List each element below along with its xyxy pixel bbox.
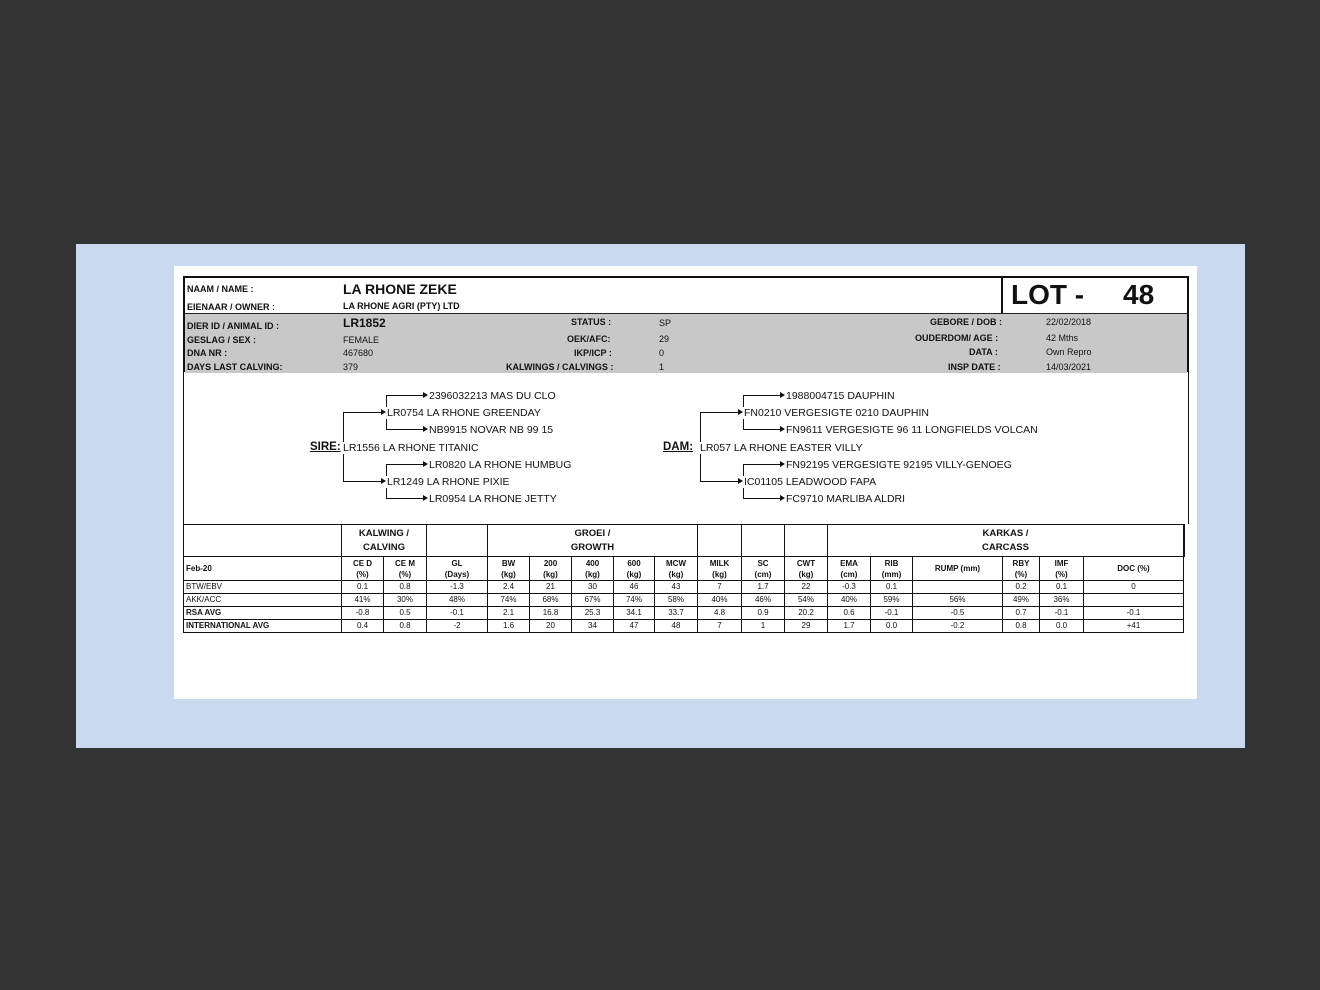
table-cell: 0.1 <box>342 581 384 594</box>
arrow-right-icon <box>738 409 743 415</box>
table-cell <box>1084 594 1184 607</box>
table-cell: +41 <box>1084 620 1184 633</box>
group-header-line: CALVING <box>362 541 406 553</box>
connector-line <box>743 395 780 396</box>
group-header-line: KALWING / <box>358 527 410 539</box>
column-header <box>655 557 698 581</box>
column-header <box>1084 557 1184 581</box>
dam-sire-name: FN0210 VERGESIGTE 0210 DAUPHIN <box>744 407 929 419</box>
arrow-right-icon <box>423 461 428 467</box>
column-header <box>488 557 530 581</box>
table-cell: 34.1 <box>614 607 655 620</box>
arrow-right-icon <box>780 495 785 501</box>
table-cell: 0.6 <box>828 607 871 620</box>
connector-line <box>343 454 344 481</box>
connector-line <box>343 412 381 413</box>
column-header-line: IMF <box>1054 558 1069 568</box>
column-header-line: SC <box>757 558 769 568</box>
table-cell: 0.8 <box>384 620 427 633</box>
table-cell: 1.6 <box>488 620 530 633</box>
column-header <box>871 557 913 581</box>
arrow-right-icon <box>423 392 428 398</box>
column-header <box>530 557 572 581</box>
table-column-header-row <box>184 557 1185 581</box>
row-label: AKK/ACC <box>184 594 342 607</box>
table-cell: 20 <box>530 620 572 633</box>
column-header-line: (kg) <box>501 569 516 579</box>
lot-number: 48 <box>1123 279 1155 310</box>
column-header-line: RIB <box>884 558 899 568</box>
column-header-line: RBY <box>1012 558 1030 568</box>
table-cell <box>913 581 1003 594</box>
column-header-line: RUMP (mm) <box>934 564 981 573</box>
table-cell: 33.7 <box>655 607 698 620</box>
column-header-line: EMA <box>840 558 858 568</box>
table-cell: 0.0 <box>1040 620 1084 633</box>
group-header-line: GROWTH <box>570 541 615 553</box>
column-header-line: (kg) <box>798 569 814 579</box>
dna-label: DNA NR : <box>187 348 228 358</box>
table-cell: 48 <box>655 620 698 633</box>
table-cell: -0.3 <box>828 581 871 594</box>
connector-line <box>386 395 423 396</box>
column-header <box>913 557 1003 581</box>
table-cell: 1 <box>742 620 785 633</box>
connector-line <box>700 412 738 413</box>
column-header-line: (kg) <box>543 569 558 579</box>
dam-sire-dam-name: FN9611 VERGESIGTE 96 11 LONGFIELDS VOLCAN <box>786 424 1038 436</box>
column-header-line: DOC (%) <box>1117 564 1150 573</box>
column-header-line: MCW <box>666 558 686 568</box>
column-header-line: CE M <box>395 558 415 568</box>
column-header-line: (kg) <box>668 569 684 579</box>
table-cell: 74% <box>614 594 655 607</box>
table-cell: 49% <box>1003 594 1040 607</box>
table-cell: 74% <box>488 594 530 607</box>
table-date-label: Feb-20 <box>184 557 342 581</box>
arrow-right-icon <box>381 409 386 415</box>
table-row <box>184 620 1185 633</box>
connector-line <box>743 498 780 499</box>
table-cell: 0.2 <box>1003 581 1040 594</box>
table-cell: 1.7 <box>828 620 871 633</box>
group-header-line: CARCASS <box>982 541 1029 553</box>
table-cell: -0.5 <box>913 607 1003 620</box>
table-cell: -1.3 <box>427 581 488 594</box>
owner-label: EIENAAR / OWNER : <box>187 302 276 312</box>
column-header <box>828 557 871 581</box>
calvings-label: KALWINGS / CALVINGS : <box>506 362 614 372</box>
table-row <box>184 581 1185 594</box>
days-last-calving-label: DAYS LAST CALVING: <box>187 362 283 372</box>
column-header <box>742 557 785 581</box>
dam-dam-dam-name: FC9710 MARLIBA ALDRI <box>786 493 906 505</box>
table-cell: 25.3 <box>572 607 614 620</box>
table-cell: 30% <box>384 594 427 607</box>
row-label: BTW/EBV <box>184 581 342 594</box>
afc-value: 29 <box>659 334 670 344</box>
age-value: 42 Mths <box>1046 333 1079 343</box>
sire-sire-dam-name: NB9915 NOVAR NB 99 15 <box>429 424 554 436</box>
carcass-group-header <box>828 525 1184 557</box>
table-cell: 0.1 <box>1040 581 1084 594</box>
animal-details-band <box>185 313 1187 373</box>
column-header-line: 400 <box>585 558 600 568</box>
owner-value: LA RHONE AGRI (PTY) LTD <box>343 301 460 311</box>
connector-line <box>343 412 344 442</box>
column-header <box>384 557 427 581</box>
table-row <box>184 607 1185 620</box>
row-label: INTERNATIONAL AVG <box>184 620 342 633</box>
dam-sire-sire-name: 1988004715 DAUPHIN <box>786 390 895 402</box>
column-header-line: CWT <box>796 558 816 568</box>
connector-line <box>386 395 387 407</box>
table-cell: 58% <box>655 594 698 607</box>
dam-dam-name: IC01105 LEADWOOD FAPA <box>744 476 877 488</box>
table-cell: 59% <box>871 594 913 607</box>
column-header-line: (kg) <box>712 569 727 579</box>
insp-date-label: INSP DATE : <box>948 362 1001 372</box>
table-cell: 43 <box>655 581 698 594</box>
table-group-header-row <box>184 525 1185 557</box>
table-cell: 67% <box>572 594 614 607</box>
connector-line <box>743 464 744 476</box>
connector-line <box>386 498 423 499</box>
table-cell: 47 <box>614 620 655 633</box>
table-cell: 16.8 <box>530 607 572 620</box>
arrow-right-icon <box>423 495 428 501</box>
table-cell: 40% <box>828 594 871 607</box>
data-label: DATA : <box>969 347 998 357</box>
connector-line <box>386 464 387 476</box>
table-cell: -0.2 <box>913 620 1003 633</box>
insp-date-value: 14/03/2021 <box>1046 362 1092 372</box>
table-cell: 7 <box>698 620 742 633</box>
connector-line <box>743 429 780 430</box>
ebv-table <box>183 524 1185 633</box>
table-cell: 2.4 <box>488 581 530 594</box>
column-header-line: (kg) <box>585 569 600 579</box>
table-cell: -0.1 <box>1084 607 1184 620</box>
column-header-line: (%) <box>1014 569 1028 579</box>
age-label: OUDERDOM/ AGE : <box>915 333 999 343</box>
table-cell: 0.7 <box>1003 607 1040 620</box>
status-label: STATUS : <box>571 317 612 327</box>
column-header <box>572 557 614 581</box>
column-header-line: (cm) <box>840 569 858 579</box>
column-header-line: 600 <box>627 558 641 568</box>
table-cell <box>427 525 488 557</box>
name-label: NAAM / NAME : <box>187 284 254 294</box>
column-header-line: (%) <box>1055 569 1068 579</box>
dob-value: 22/02/2018 <box>1046 317 1092 327</box>
group-header-line: KARKAS / <box>982 527 1029 539</box>
sire-dam-sire-name: LR0820 LA RHONE HUMBUG <box>429 459 572 471</box>
column-header <box>1040 557 1084 581</box>
table-cell: 0.4 <box>342 620 384 633</box>
connector-line <box>386 464 423 465</box>
table-cell: 40% <box>698 594 742 607</box>
column-header-line: 200 <box>543 558 558 568</box>
table-cell <box>698 525 742 557</box>
sex-value: FEMALE <box>343 335 380 345</box>
table-cell: 46 <box>614 581 655 594</box>
table-cell: 54% <box>785 594 828 607</box>
table-cell: 29 <box>785 620 828 633</box>
table-cell: 68% <box>530 594 572 607</box>
connector-line <box>700 454 701 481</box>
animal-name: LA RHONE ZEKE <box>343 281 457 297</box>
table-cell: 0 <box>1084 581 1184 594</box>
sire-dam-name: LR1249 LA RHONE PIXIE <box>387 476 510 488</box>
sire-sire-name: LR0754 LA RHONE GREENDAY <box>387 407 541 419</box>
calvings-value: 1 <box>659 362 665 372</box>
status-value: SP <box>659 318 672 328</box>
table-cell: 0.0 <box>871 620 913 633</box>
afc-label: OEK/AFC: <box>567 334 611 344</box>
sire-sire-sire-name: 2396032213 MAS DU CLO <box>429 390 556 402</box>
table-cell: 0.5 <box>384 607 427 620</box>
column-header-line: (%) <box>398 569 412 579</box>
growth-group-header <box>488 525 698 557</box>
table-cell: 30 <box>572 581 614 594</box>
connector-line <box>343 481 381 482</box>
table-cell: 20.2 <box>785 607 828 620</box>
table-cell: 1.7 <box>742 581 785 594</box>
table-cell: 34 <box>572 620 614 633</box>
sire-label: SIRE: <box>310 441 341 453</box>
column-header <box>614 557 655 581</box>
arrow-right-icon <box>423 426 428 432</box>
table-cell: 4.8 <box>698 607 742 620</box>
table-cell: 48% <box>427 594 488 607</box>
column-header <box>1003 557 1040 581</box>
column-header-line: (%) <box>356 569 369 579</box>
sire-dam-dam-name: LR0954 LA RHONE JETTY <box>429 493 557 505</box>
table-cell: 22 <box>785 581 828 594</box>
dam-label: DAM: <box>663 441 694 453</box>
arrow-right-icon <box>780 461 785 467</box>
column-header <box>785 557 828 581</box>
column-header-line: BW <box>501 558 516 568</box>
arrow-right-icon <box>738 478 743 484</box>
table-cell <box>785 525 828 557</box>
column-header-line: MILK <box>709 558 730 568</box>
connector-line <box>386 429 423 430</box>
column-header-line: (kg) <box>626 569 642 579</box>
table-cell: 0.8 <box>384 581 427 594</box>
dam-dam-sire-name: FN92195 VERGESIGTE 92195 VILLY-GENOEG <box>786 459 1012 471</box>
table-cell: -0.1 <box>871 607 913 620</box>
table-cell <box>742 525 785 557</box>
connector-line <box>743 464 780 465</box>
connector-line <box>743 395 744 407</box>
group-header-line: GROEI / <box>574 527 611 539</box>
table-cell: 0.9 <box>742 607 785 620</box>
table-cell: 46% <box>742 594 785 607</box>
row-label: RSA AVG <box>184 607 342 620</box>
column-header-line: GL <box>451 558 463 568</box>
lot-label: LOT - <box>1011 279 1085 310</box>
column-header <box>342 557 384 581</box>
table-cell: -0.8 <box>342 607 384 620</box>
table-cell: 36% <box>1040 594 1084 607</box>
table-cell: -0.1 <box>1040 607 1084 620</box>
table-cell: 21 <box>530 581 572 594</box>
calving-group-header <box>342 525 427 557</box>
table-row <box>184 594 1185 607</box>
arrow-right-icon <box>381 478 386 484</box>
column-header-line: (cm) <box>754 569 772 579</box>
table-cell: 7 <box>698 581 742 594</box>
table-cell: -0.1 <box>427 607 488 620</box>
data-value: Own Repro <box>1046 347 1092 357</box>
animal-id-value: LR1852 <box>343 316 386 330</box>
column-header <box>427 557 488 581</box>
sex-label: GESLAG / SEX : <box>187 335 257 345</box>
arrow-right-icon <box>780 426 785 432</box>
days-last-calving-value: 379 <box>343 362 359 372</box>
table-cell <box>184 525 342 557</box>
icp-label: IKP/ICP : <box>574 348 612 358</box>
table-cell: 0.1 <box>871 581 913 594</box>
column-header-line: CE D <box>352 558 373 568</box>
dob-label: GEBORE / DOB : <box>930 317 1003 327</box>
table-cell: 56% <box>913 594 1003 607</box>
table-cell <box>1184 525 1185 557</box>
animal-id-label: DIER ID / ANIMAL ID : <box>187 321 279 331</box>
table-cell: 2.1 <box>488 607 530 620</box>
table-cell: -2 <box>427 620 488 633</box>
dna-value: 467680 <box>343 348 374 358</box>
column-header-line: (Days) <box>444 569 470 579</box>
table-cell: 41% <box>342 594 384 607</box>
icp-value: 0 <box>659 348 665 358</box>
column-header <box>698 557 742 581</box>
lot-box <box>1001 278 1191 313</box>
column-header-line: (mm) <box>881 569 902 579</box>
animal-header <box>183 276 1189 372</box>
arrow-right-icon <box>780 392 785 398</box>
table-cell: 0.8 <box>1003 620 1040 633</box>
dam-name: LR057 LA RHONE EASTER VILLY <box>700 442 863 454</box>
connector-line <box>700 412 701 442</box>
connector-line <box>700 481 738 482</box>
sire-name: LR1556 LA RHONE TITANIC <box>343 442 479 454</box>
